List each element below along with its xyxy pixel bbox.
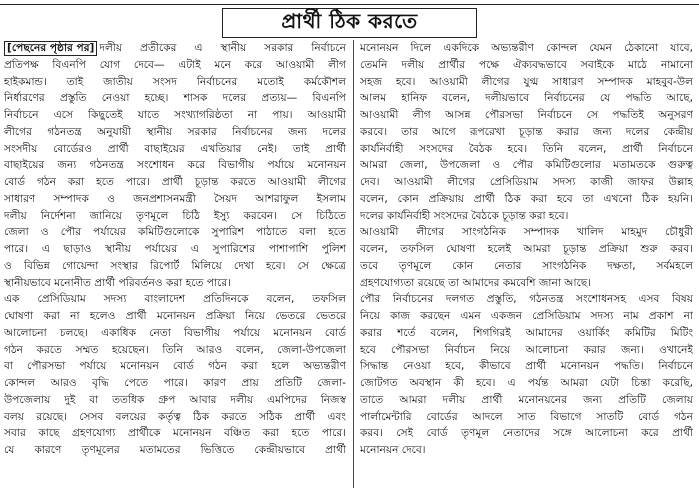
article-line: জেলা ও পৌর পর্যায়ের কমিটিগুলোকে সুপারিশ পাঠাতে বলা হতে [4,226,346,239]
article-line: আলম হানিফ বলেন, দলীয়ভাবে নির্বাচনের যে পদ্ধতি আছে, [360,92,693,105]
article-line: দেব। আওয়ামী লীগের প্রেসিডিয়াম সদস্য কাজী জাফর উল্লাহ [360,176,693,188]
article-line: করব। সেই বোর্ড তৃণমূল নেতাদের সঙ্গে আলোচনা করে প্রার্থী [360,427,693,440]
article-line: মনোনয়ন দিলে একদিকে অভ্যন্তরীণ কোন্দল যেমন ঠেকানো যাবে, [360,42,693,54]
article-line: কার্যনির্বাহী সংসদের বৈঠক হবে। তিনি বলেন, প্রার্থী নির্বাচনে [360,142,693,155]
article-line: প্রতিপক্ষ বিএনপি যোগ দেবে— এটাই মনে করে আওয়ামী লীগ [4,58,346,71]
article-line: গঠন করতে সম্মত হয়েছেন। তিনি আরও বলেন, জেলা-উপজেলা [4,343,346,356]
article-line: বলেন, কোন প্রক্রিয়ায় প্রার্থী ঠিক করা হবে তা এখনো ঠিক হয়নি। [360,192,693,205]
article-line: বলয় রয়েছে। সেসব বলয়ের কর্তৃত্ব ঠিক করতে সঠিক প্রার্থী এবং [4,410,346,423]
article-line: নির্বাচনে এসে কিছুতেই যাতে সংখ্যাগরিষ্ঠতা না পায়। আওয়ামী [4,109,346,121]
headline: প্রার্থী ঠিক করতে [222,8,477,38]
article-line: পৌর নির্বাচনের দলগত প্রস্তুতি, গঠনতন্ত্র সংশোধনসহ এসব বিষয় [360,293,693,306]
article-line [4,40,346,57]
article-line: গ্রহণযোগ্যতা রয়েছে তা আমাদের কমবেশি জানা আছে। [360,276,592,289]
article-line: সংসদীয় বোর্ডেরও প্রার্থী বাছাইয়ের এখতিয়ার নেই। তাই প্রার্থী [4,142,346,155]
article-line: সিদ্ধান্ত নেওয়া হবে, কীভাবে প্রার্থী মনোনয়ন পদ্ধতি। নির্বাচনে [360,360,693,373]
article-line: করার শর্তে বলেন, শিগগিরই আমাদের ওয়ার্কিং কমিটির মিটিং [360,326,693,339]
article-line: পার্লামেন্টারি বোর্ডের আদলে সাত বিভাগে সাতটি বোর্ড গঠন [360,410,693,423]
article-line: সাধারণ সম্পাদক ও জনপ্রশাসনমন্ত্রী সৈয়দ আশরাফুল ইসলাম [4,192,346,205]
article-line-text: দলীয় প্রতীকের এ স্থানীয় সরকার নির্বাচনে [99,42,346,54]
article-line: নির্ধারণের প্রস্তুতি নেওয়া হচ্ছে। শাসক দলের প্রত্যয়— বিএনপি [4,92,346,105]
article-line: সহজ হবে। আওয়ামী লীগের যুগ্ম সাধারণ সম্পাদক মাহবুব-উল [360,75,693,88]
continued-from-back-page-label: [পেছনের পৃষ্ঠার পর] [4,41,97,56]
article-line: এক প্রেসিডিয়াম সদস্য বাংলাদেশ প্রতিদিনকে বলেন, তফসিল [4,293,346,306]
right-paragraph-3 [360,291,693,459]
article-line: বা পৌরসভা পর্যায়ে মনোনয়ন বোর্ড গঠন করা হলে অভ্যন্তরীণ [4,360,346,373]
left-paragraph-1 [4,40,346,291]
article-line: আলোচনা চলছে। একাধিক নেতা বিভাগীয় পর্যায়ে মনোনয়ন বোর্ড [4,326,346,339]
article-line: মনোনয়ন দেবে। [360,444,426,456]
top-rule [0,4,699,5]
article-line: পারে। এ ছাড়াও স্থানীয় পর্যায়ের এ সুপারিশের পাশাপাশি পুলিশ [4,243,346,255]
article-line: বলেন, তফসিল ঘোষণা হলেই আমরা চূড়ান্ত প্রক্রিয়া শুরু করব। [360,243,693,255]
article-line: হাইকমান্ড। তাই জাতীয় সংসদ নির্বাচনের মতোই কর্মকৌশল [4,75,346,88]
article-line: স্থানীয়ভাবে মনোনীত প্রার্থী পরিবর্তনও করা হতে পারে। [4,276,231,289]
article-line: বাছাইয়ের জন্য গঠনতন্ত্র সংশোধন করে বিভাগীয় পর্যায়ে মনোনয়ন [4,159,346,172]
article-line: কোন্দল আরও বৃদ্ধি পেতে পারে। কারণ প্রায় প্রতিটি জেলা- [4,377,346,389]
article-line: দলীয় নির্দেশনা জানিয়ে তৃণমূলে চিঠি ইস্যু করবেন। সে চিঠিতে [4,209,346,222]
article-line: আওয়ামী লীগ আসন্ন পৌরসভা নির্বাচনে সে পদ্ধতিই অনুসরণ [360,109,693,121]
article-line: যে কারণে তৃণমূলের মতামতের ভিত্তিতে কেন্দ্রীয়ভাবে প্রার্থী [4,444,346,456]
article-line: করবে। তার আগে রূপরেখা চূড়ান্ত করার জন্য দলের কেন্দ্রীয় [360,125,693,138]
left-column [4,40,346,490]
article-line: নিয়ে কাজ করছেন এমন একজন প্রেসিডিয়াম সদস্য নাম প্রকাশ না [360,310,693,322]
article-line: লীগের গঠনতন্ত্র অনুযায়ী স্থানীয় সরকার নির্বাচনের জন্য দলের [4,125,346,138]
article-line: উপজেলায় দুই বা ততধিক গ্রুপ আবার দলীয় এমপিদের নিজস্ব [4,393,346,406]
column-divider [353,40,354,488]
right-column [360,40,693,490]
article-line: আওয়ামী লীগের সাংগঠনিক সম্পাদক খালিদ মাহমুদ চৌধুরী [360,226,693,239]
article-line: দলের কার্যনির্বাহী সংসদের বৈঠকে চূড়ান্ত করা হবে। [360,209,569,222]
article-line: হবে পৌরসভা নির্বাচন নিয়ে আলোচনা করার জন্য। ওখানেই [360,343,693,356]
right-paragraph-1 [360,40,693,224]
article-line: আমরা জেলা, উপজেলা ও পৌর কমিটিগুলোর মতামতকে গুরুত্ব [360,159,693,172]
article-line: ঘোষণা করা না হলেও প্রার্থী মনোনয়ন প্রক্রিয়া নিয়ে ভেতরে ভেতরে [4,310,346,322]
article-line: বোর্ড গঠন করা হতে পারে। প্রার্থী চূড়ান্ত করতে আওয়ামী লীগের [4,176,346,188]
article-line: তেমনি দলীয় প্রার্থীর পক্ষে ঐক্যবদ্ধভাবে সবাইকে মাঠে নামানো [360,58,693,71]
article-line: তাতে আমরা দলীয় প্রার্থী মনোনয়নের জন্য প্রতিটি জেলায় [360,393,693,406]
right-paragraph-2 [360,224,693,291]
article-line: জোটগত অবস্থান কী হবে। এ পর্যন্ত আমরা যেটা চিন্তা করেছি, [360,377,693,389]
article-line: তবে তৃণমূলে কোন নেতার সাংগঠনিক দক্ষতা, সর্বমহলে [360,259,693,272]
left-paragraph-2 [4,291,346,459]
article-line: ও বিভিন্ন গোয়েন্দা সংস্থার রিপোর্ট মিলিয়ে দেখা হবে। সে ক্ষেত্রে [4,259,346,272]
article-line: সবার কাছে গ্রহণযোগ্য প্রার্থীকে মনোনয়ন বঞ্চিত করা হতে পারে। [4,427,346,440]
